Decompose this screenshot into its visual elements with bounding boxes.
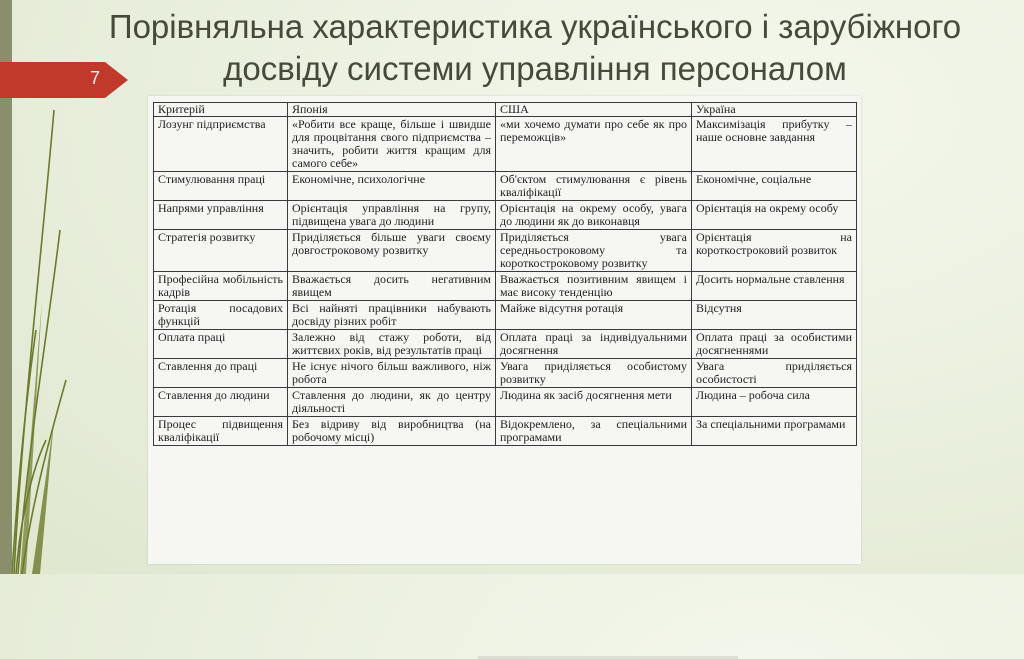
cell-japan: Приділяється більше уваги своєму довгостроковому розвитку [288, 230, 496, 272]
cell-criterion: Оплата праці [154, 330, 288, 359]
cell-criterion: Процес підвищення кваліфікації [154, 417, 288, 446]
cell-usa: Людина як засіб досягнення мети [496, 388, 692, 417]
cell-usa: Оплата праці за індивідуальними досягнення [496, 330, 692, 359]
table-row [154, 272, 857, 301]
cell-ukraine: Максимізація прибутку – наше основне завдання [692, 117, 857, 172]
cell-japan: Залежно від стажу роботи, від життєвих років, від результатів праці [288, 330, 496, 359]
cell-usa: Об'єктом стимулювання є рівень кваліфікації [496, 172, 692, 201]
cell-ukraine: Орієнтація на окрему особу [692, 201, 857, 230]
cell-criterion: Напрями управління [154, 201, 288, 230]
cell-ukraine: За спеціальними програмами [692, 417, 857, 446]
header-usa: США [496, 103, 692, 117]
comparison-table-image [148, 96, 861, 564]
cell-usa: «ми хочемо думати про себе як про переможців» [496, 117, 692, 172]
cell-japan: Вважається досить негативним явищем [288, 272, 496, 301]
cell-usa: Орієнтація на окрему особу, увага до людини як до виконавця [496, 201, 692, 230]
header-ukraine: Україна [692, 103, 857, 117]
cell-criterion: Стимулювання праці [154, 172, 288, 201]
cell-ukraine: Людина – робоча сила [692, 388, 857, 417]
cell-japan: Всі найняті працівники набувають досвіду різних робіт [288, 301, 496, 330]
header-japan: Японія [288, 103, 496, 117]
table-row [154, 201, 857, 230]
cell-ukraine: Увага приділяється особистості [692, 359, 857, 388]
table-row [154, 417, 857, 446]
table-row [154, 117, 857, 172]
slide-title: Порівняльна характеристика українського і зарубіжного досвіду системи управління персоналом [108, 8, 962, 87]
cell-usa: Вважається позитивним явищем і має високу тенденцію [496, 272, 692, 301]
table-row [154, 230, 857, 272]
cell-criterion: Професійна мобільність кадрів [154, 272, 288, 301]
cell-criterion: Лозунг підприємства [154, 117, 288, 172]
cell-ukraine: Досить нормальне ставлення [692, 272, 857, 301]
cell-usa: Приділяється увага середньостроковому та короткостроковому розвитку [496, 230, 692, 272]
cell-japan: Економічне, психологічне [288, 172, 496, 201]
header-criterion: Критерій [154, 103, 288, 117]
cell-japan: Ставлення до людини, як до центру діяльності [288, 388, 496, 417]
cell-criterion: Ставлення до праці [154, 359, 288, 388]
cell-criterion: Ставлення до людини [154, 388, 288, 417]
cell-usa: Відокремлено, за спеціальними програмами [496, 417, 692, 446]
cell-ukraine: Економічне, соціальне [692, 172, 857, 201]
slide-number: 7 [90, 68, 101, 88]
cell-usa: Увага приділяється особистому розвитку [496, 359, 692, 388]
cell-ukraine: Оплата праці за особистими досягненнями [692, 330, 857, 359]
table-header-row [154, 103, 857, 117]
cell-japan: Не існує нічого більш важливого, ніж робота [288, 359, 496, 388]
cell-usa: Майже відсутня ротація [496, 301, 692, 330]
cell-ukraine: Відсутня [692, 301, 857, 330]
cell-criterion: Стратегія розвитку [154, 230, 288, 272]
table-row [154, 330, 857, 359]
cell-japan: Орієнтація управління на групу, підвищена увага до людини [288, 201, 496, 230]
table-row [154, 388, 857, 417]
cell-ukraine: Орієнтація на короткостроковий розвиток [692, 230, 857, 272]
table-row [154, 359, 857, 388]
cell-criterion: Ротація посадових функцій [154, 301, 288, 330]
cell-japan: «Робити все краще, більше і швидше для процвітання свого підприємства – значить, робити життя кращим для самого себе» [288, 117, 496, 172]
table-row [154, 172, 857, 201]
cell-japan: Без відриву від виробництва (на робочому місці) [288, 417, 496, 446]
comparison-table [153, 102, 857, 446]
slide-number-tab [0, 62, 128, 98]
table-row [154, 301, 857, 330]
